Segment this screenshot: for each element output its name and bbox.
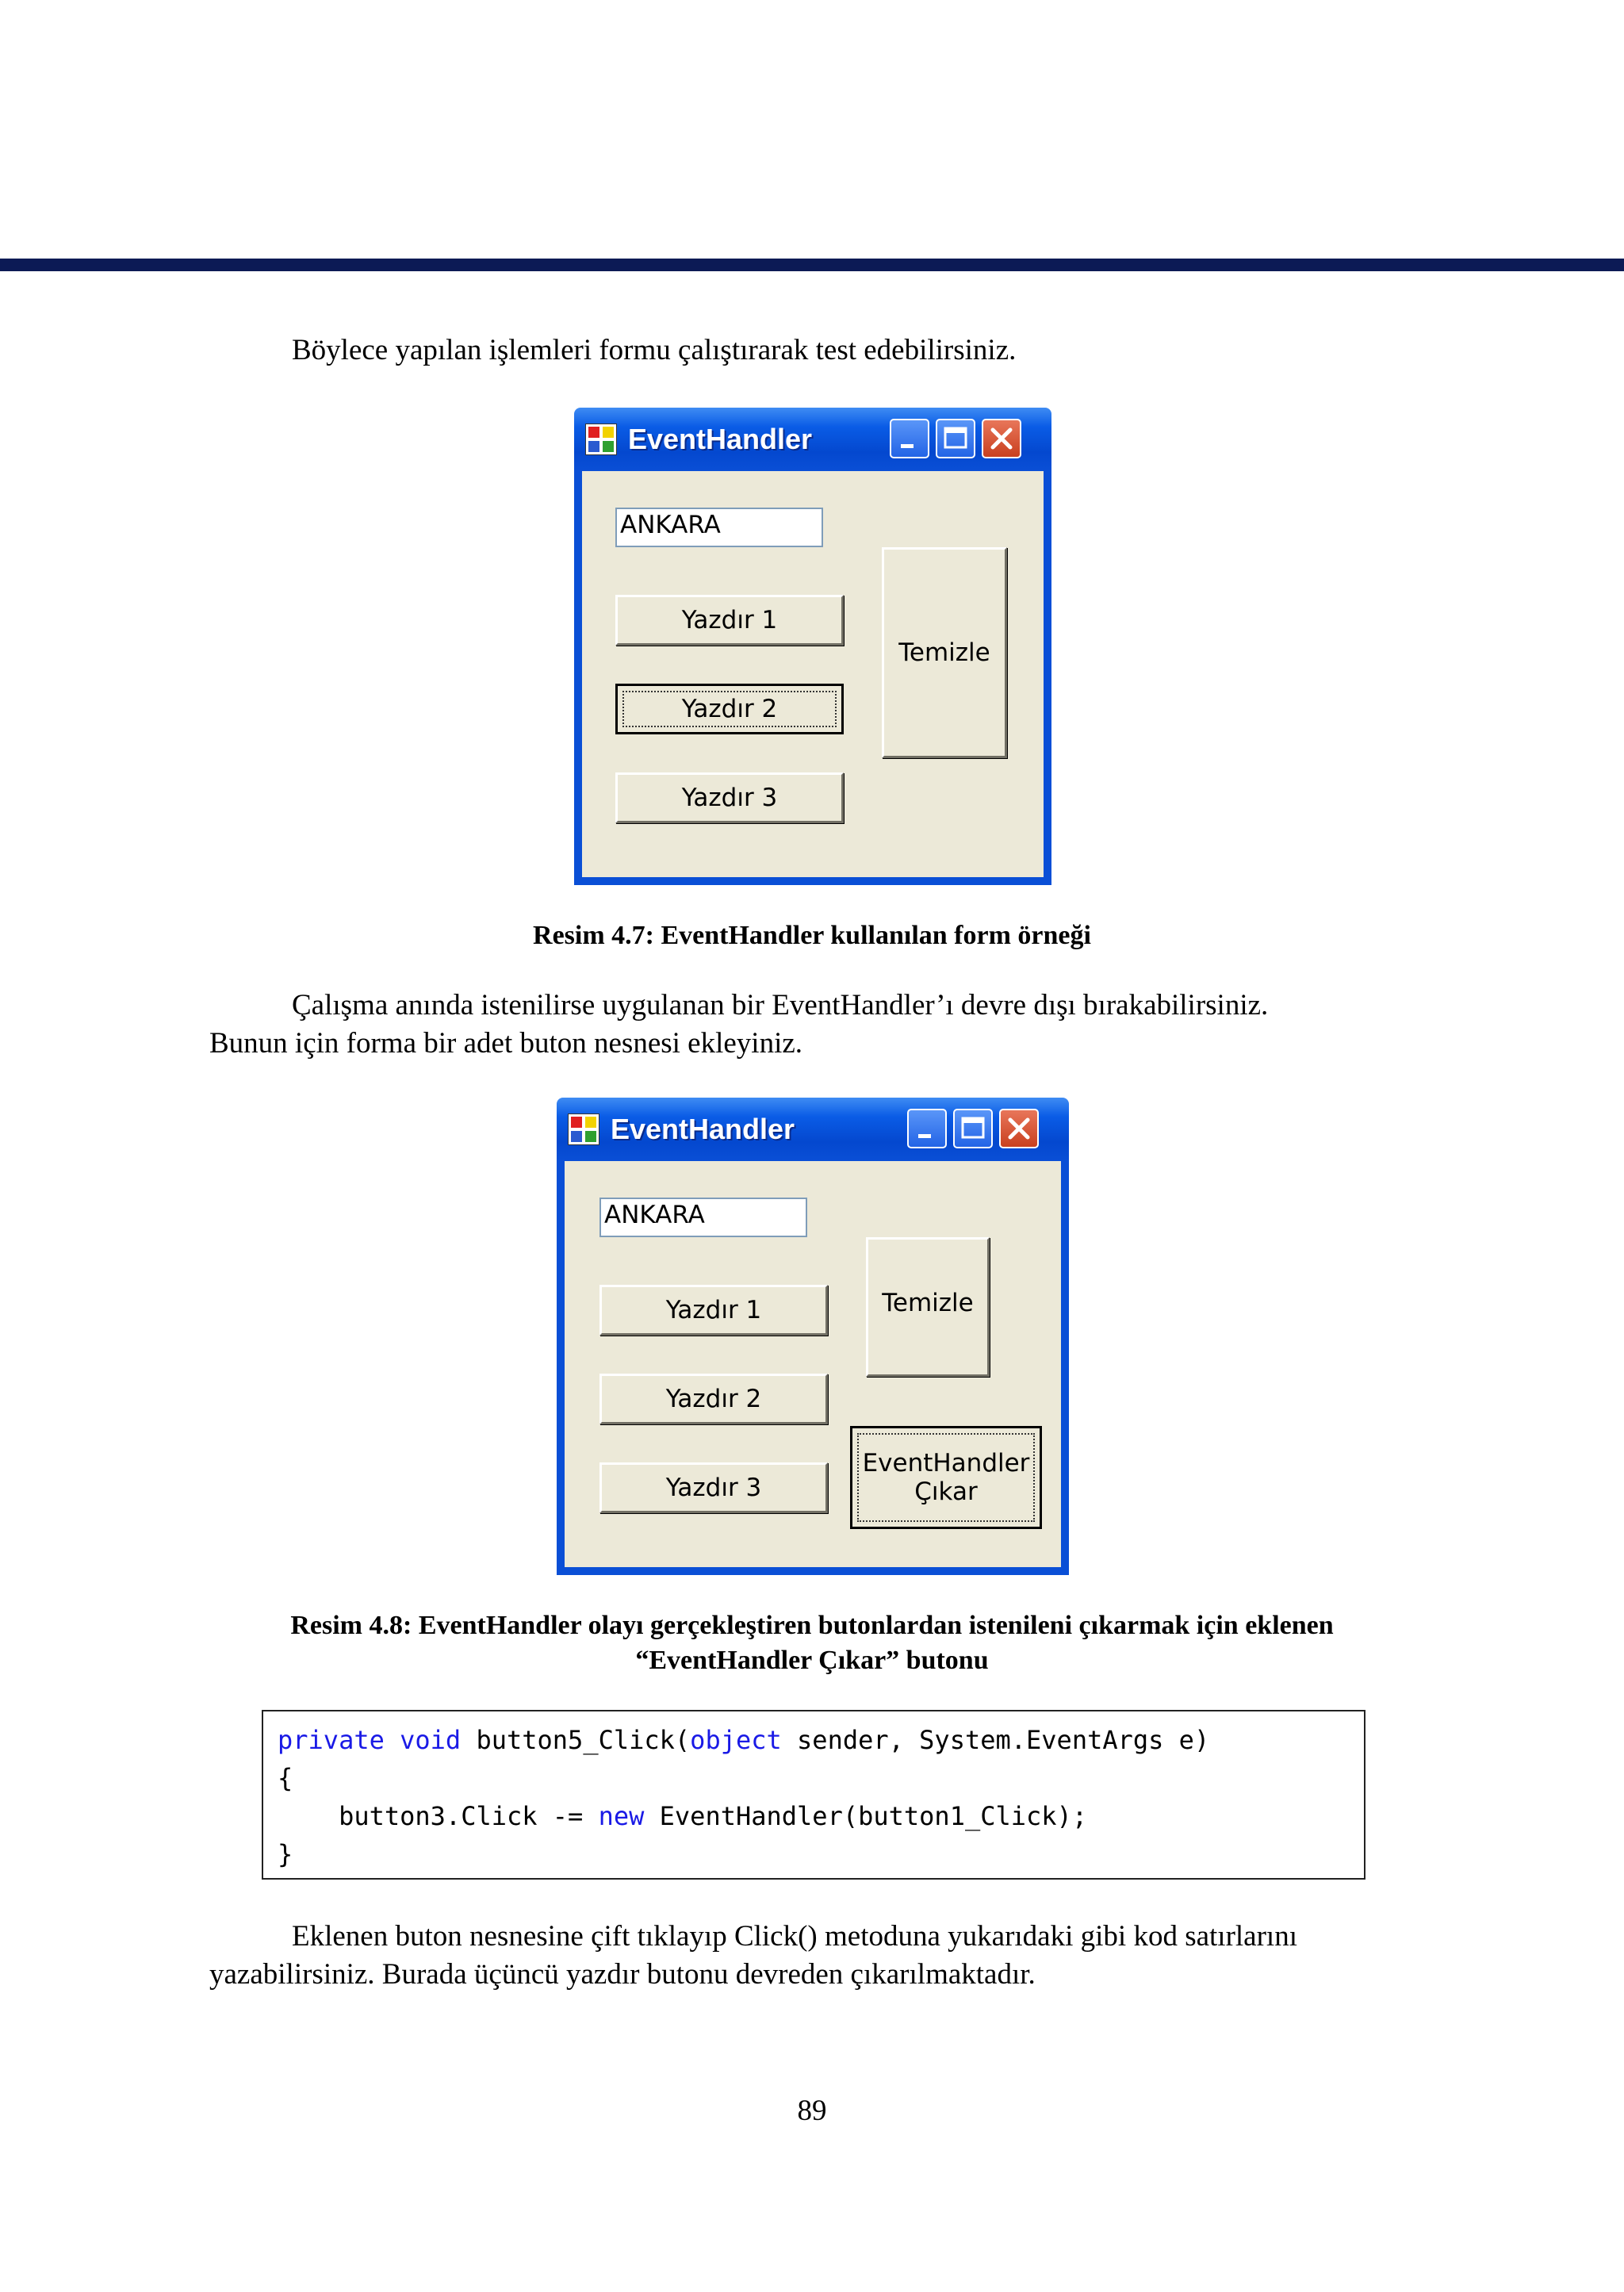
minimize-button[interactable] bbox=[890, 419, 929, 458]
minimize-icon bbox=[909, 1110, 945, 1147]
code-keyword: object bbox=[690, 1725, 782, 1755]
maximize-icon bbox=[955, 1110, 991, 1147]
paragraph-2-line-1: Çalışma anında istenilirse uygulanan bir EventHandler’ı devre dışı bırakabilirsiniz. bbox=[292, 989, 1269, 1021]
code-keyword: void bbox=[400, 1725, 462, 1755]
close-button[interactable] bbox=[982, 419, 1021, 458]
figure-caption-2-line-2: “EventHandler Çıkar” butonu bbox=[635, 1646, 989, 1675]
app-icon bbox=[568, 1113, 599, 1145]
code-keyword: private bbox=[278, 1725, 385, 1755]
paragraph-3-line-2: yazabilirsiniz. Burada üçüncü yazdır butonu devreden çıkarılmaktadır. bbox=[209, 1958, 1036, 1991]
eventhandler-cikar-button[interactable] bbox=[850, 1426, 1042, 1529]
yazdir-1-button[interactable]: Yazdır 1 bbox=[599, 1285, 828, 1336]
form-client-area bbox=[582, 471, 1044, 877]
yazdir-1-button[interactable]: Yazdır 1 bbox=[615, 595, 844, 646]
city-textbox[interactable]: ANKARA bbox=[615, 508, 823, 547]
yazdir-2-label: Yazdır 2 bbox=[681, 695, 778, 723]
page-number: 89 bbox=[797, 2095, 827, 2127]
minimize-button[interactable] bbox=[907, 1109, 947, 1148]
code-line-4: } bbox=[278, 1839, 293, 1869]
maximize-icon bbox=[937, 420, 974, 457]
code-block bbox=[262, 1710, 1365, 1880]
code-line-3 bbox=[278, 1800, 1087, 1832]
eventhandler-window-2 bbox=[557, 1098, 1069, 1575]
form-client-area bbox=[565, 1161, 1061, 1567]
figure-caption-1: Resim 4.7: EventHandler kullanılan form örneği bbox=[533, 921, 1091, 950]
close-button[interactable] bbox=[999, 1109, 1039, 1148]
yazdir-3-button[interactable]: Yazdır 3 bbox=[599, 1462, 828, 1513]
yazdir-3-button[interactable]: Yazdır 3 bbox=[615, 772, 844, 823]
maximize-button[interactable] bbox=[936, 419, 975, 458]
temizle-button[interactable]: Temizle bbox=[882, 547, 1007, 758]
eventhandler-window-1 bbox=[574, 408, 1051, 885]
figure-caption-2-line-1: Resim 4.8: EventHandler olayı gerçekleştiren butonlardan istenileni çıkarmak için eklenen bbox=[290, 1611, 1334, 1640]
yazdir-2-button[interactable]: Yazdır 2 bbox=[599, 1374, 828, 1424]
code-text: EventHandler(button1_Click); bbox=[644, 1801, 1088, 1831]
maximize-button[interactable] bbox=[953, 1109, 993, 1148]
code-keyword: new bbox=[598, 1801, 645, 1831]
header-rule bbox=[0, 259, 1624, 271]
code-text: button3.Click -= bbox=[278, 1801, 599, 1831]
paragraph-1: Böylece yapılan işlemleri formu çalıştırarak test edebilirsiniz. bbox=[292, 334, 1017, 366]
paragraph-2-line-2: Bunun için forma bir adet buton nesnesi ekleyiniz. bbox=[209, 1027, 803, 1060]
code-text: sender, System.EventArgs e) bbox=[781, 1725, 1210, 1755]
code-text: button5_Click( bbox=[461, 1725, 691, 1755]
window-titlebar[interactable] bbox=[574, 408, 1051, 471]
code-line-2: { bbox=[278, 1763, 293, 1793]
window-title: EventHandler bbox=[628, 423, 813, 455]
window-titlebar[interactable] bbox=[557, 1098, 1069, 1161]
city-textbox[interactable]: ANKARA bbox=[599, 1198, 807, 1237]
app-icon bbox=[585, 424, 617, 455]
close-icon bbox=[1001, 1110, 1037, 1147]
yazdir-2-button[interactable] bbox=[615, 684, 844, 734]
eventhandler-cikar-label-line-2: Çıkar bbox=[914, 1478, 978, 1506]
close-icon bbox=[983, 420, 1020, 457]
paragraph-3-line-1: Eklenen buton nesnesine çift tıklayıp Click() metoduna yukarıdaki gibi kod satırlarını bbox=[292, 1920, 1297, 1953]
window-title: EventHandler bbox=[611, 1113, 795, 1145]
temizle-button[interactable]: Temizle bbox=[866, 1237, 990, 1377]
eventhandler-cikar-label-line-1: EventHandler bbox=[862, 1449, 1030, 1478]
minimize-icon bbox=[891, 420, 928, 457]
code-line-1 bbox=[278, 1724, 1209, 1756]
